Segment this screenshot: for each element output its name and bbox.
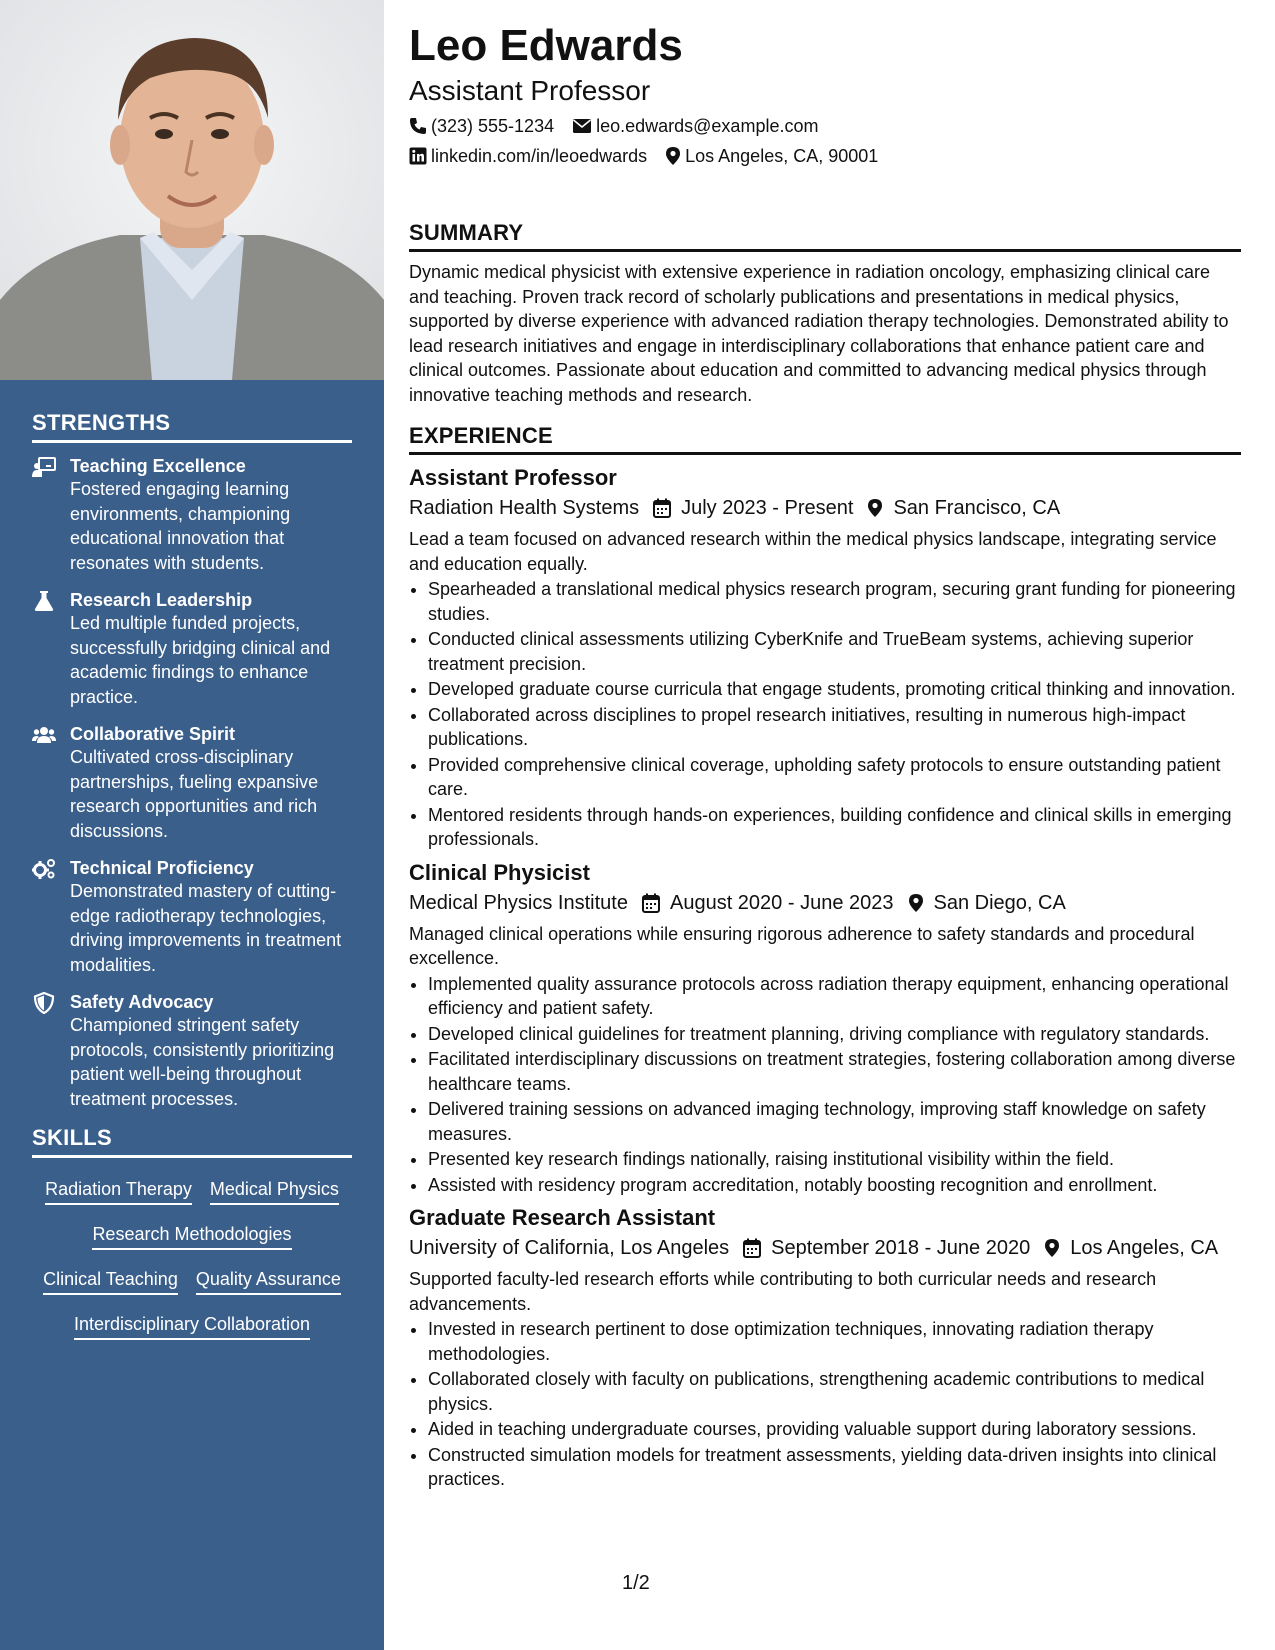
strength-item	[32, 589, 352, 709]
job-location-wrap	[1044, 1233, 1218, 1263]
job-dates: July 2023 - Present	[681, 497, 854, 519]
job-dates-wrap	[642, 888, 894, 918]
contact-email[interactable]	[572, 114, 818, 138]
job-dates-wrap	[653, 493, 853, 523]
phone-text: (323) 555-1234	[431, 116, 555, 136]
flask-icon	[32, 590, 56, 612]
job-bullet: • Facilitated interdisciplinary discussions on treatment strategies, fostering collaboration among diverse healthcare teams.	[428, 1047, 1241, 1096]
job-title: Clinical Physicist	[409, 859, 590, 885]
job-bullets	[409, 577, 1241, 852]
job-meta	[409, 888, 1241, 918]
skills-heading: SKILLS	[32, 1125, 352, 1158]
strength-title: Safety Advocacy	[70, 992, 214, 1012]
job-location: San Diego, CA	[933, 891, 1066, 914]
job-dates: September 2018 - June 2020	[771, 1237, 1031, 1259]
strength-description: Led multiple funded projects, successfully bridging clinical and academic findings to enhance practice.	[70, 613, 331, 707]
skill-tag: Interdisciplinary Collaboration	[74, 1312, 310, 1340]
job-bullet: • Conducted clinical assessments utilizing CyberKnife and TrueBeam systems, achieving superior treatment precision.	[428, 627, 1241, 676]
job-bullet: • Developed graduate course curricula that engage students, promoting critical thinking and innovation.	[428, 677, 1241, 702]
contact-row	[409, 144, 1241, 168]
job-dates: August 2020 - June 2023	[669, 891, 894, 914]
phone-icon	[409, 117, 427, 135]
job-bullet: • Invested in research pertinent to dose optimization techniques, innovating radiation therapy methodologies.	[428, 1317, 1241, 1366]
main-content	[409, 18, 1241, 1492]
job-bullet: • Collaborated closely with faculty on publications, strengthening academic contributions to medical physics.	[428, 1367, 1241, 1416]
job-location-wrap	[908, 888, 1066, 918]
map-pin-icon	[908, 893, 924, 913]
job-bullet: • Developed clinical guidelines for treatment planning, driving compliance with regulatory standards.	[428, 1022, 1241, 1047]
person-role: Assistant Professor	[409, 75, 651, 106]
job-company: Medical Physics Institute	[409, 891, 628, 914]
map-pin-icon	[867, 498, 883, 518]
gears-icon	[32, 858, 56, 880]
strength-description: Championed stringent safety protocols, consistently prioritizing patient well-being throughout treatment processes.	[70, 1015, 335, 1109]
skill-tag: Radiation Therapy	[45, 1177, 192, 1205]
job-bullet: • Aided in teaching undergraduate courses, providing valuable support during laboratory sessions.	[428, 1417, 1241, 1442]
job-dates-wrap	[743, 1233, 1030, 1263]
job-meta	[409, 1233, 1241, 1263]
job-company: Radiation Health Systems	[409, 497, 640, 519]
skills-list	[32, 1170, 352, 1350]
linkedin-icon	[409, 147, 427, 165]
job-location: San Francisco, CA	[893, 497, 1061, 519]
person-name: Leo Edwards	[409, 21, 683, 70]
job-bullet: • Provided comprehensive clinical coverage, upholding safety protocols to ensure outstanding patient care.	[428, 753, 1241, 802]
job-bullet: • Collaborated across disciplines to propel research initiatives, resulting in numerous high-impact publications.	[428, 703, 1241, 752]
contact-row	[409, 114, 1241, 138]
experience-heading: EXPERIENCE	[409, 423, 1241, 455]
strength-item	[32, 455, 352, 575]
strength-title: Research Leadership	[70, 590, 253, 610]
strength-title: Collaborative Spirit	[70, 724, 236, 744]
job-location: Los Angeles, CA	[1070, 1237, 1219, 1259]
job-description: Lead a team focused on advanced research within the medical physics landscape, integrating service and education equally.	[409, 529, 1217, 574]
page-number: 1/2	[622, 1572, 650, 1594]
teacher-icon	[32, 456, 56, 478]
contact-linkedin[interactable]	[409, 144, 647, 168]
job-description: Managed clinical operations while ensuring rigorous adherence to safety standards and procedural excellence.	[409, 923, 1195, 968]
calendar-icon	[642, 893, 660, 913]
map-pin-icon	[1044, 1238, 1060, 1258]
linkedin-text[interactable]: linkedin.com/in/leoedwards	[431, 146, 648, 166]
job-bullet: • Constructed simulation models for treatment assessments, yielding data-driven insights into clinical practices.	[428, 1443, 1241, 1492]
contact-location	[665, 144, 878, 168]
profile-photo	[0, 0, 384, 380]
strength-item	[32, 991, 352, 1111]
job-entry	[409, 463, 1241, 852]
job-bullet: • Delivered training sessions on advanced imaging technology, improving staff knowledge on safety measures.	[428, 1097, 1241, 1146]
strength-description: Fostered engaging learning environments, championing educational innovation that resonates with students.	[70, 479, 291, 573]
strength-title: Teaching Excellence	[70, 456, 246, 476]
envelope-icon	[572, 118, 592, 134]
shield-icon	[32, 992, 56, 1014]
location-text: Los Angeles, CA, 90001	[685, 146, 879, 166]
job-title: Graduate Research Assistant	[409, 1205, 716, 1230]
summary-heading: SUMMARY	[409, 220, 1241, 252]
job-location-wrap	[867, 493, 1060, 523]
strengths-heading: STRENGTHS	[32, 410, 352, 443]
strength-description: Demonstrated mastery of cutting-edge radiotherapy technologies, driving improvements in treatment modalities.	[70, 881, 342, 975]
job-bullet: • Mentored residents through hands-on experiences, building confidence and clinical skills in emerging professionals.	[428, 803, 1241, 852]
sidebar	[0, 0, 384, 1650]
contact-phone	[409, 114, 554, 138]
skill-tag: Clinical Teaching	[43, 1267, 178, 1295]
job-title: Assistant Professor	[409, 465, 617, 490]
job-entry	[409, 858, 1241, 1198]
skill-tag: Quality Assurance	[196, 1267, 341, 1295]
job-bullet: • Presented key research findings nationally, raising institutional visibility within the field.	[428, 1147, 1241, 1172]
strength-item	[32, 723, 352, 843]
job-entry	[409, 1203, 1241, 1492]
summary-text: Dynamic medical physicist with extensive experience in radiation oncology, emphasizing clinical care and teaching. Proven track record of scholarly publications and presentations in medical physics, supported by diverse experience with advanced radiation therapy technologies. Demonstrated ability to lead research initiatives and engage in interdisciplinary collaborations that enhance patient care and clinical outcomes. Passionate about education and committed to advancing medical physics through innovative teaching methods and research.	[409, 262, 1229, 405]
skill-tag: Research Methodologies	[92, 1222, 291, 1250]
map-pin-icon	[665, 146, 681, 166]
job-bullet: • Assisted with residency program accreditation, notably boosting recognition and enrollment.	[428, 1173, 1241, 1198]
email-text[interactable]: leo.edwards@example.com	[596, 116, 819, 136]
job-meta	[409, 493, 1241, 523]
job-bullet: • Spearheaded a translational medical physics research program, securing grant funding for pioneering studies.	[428, 577, 1241, 626]
strength-title: Technical Proficiency	[70, 858, 254, 878]
calendar-icon	[743, 1238, 761, 1258]
strength-item	[32, 857, 352, 977]
job-bullet: • Implemented quality assurance protocols across radiation therapy equipment, enhancing operational efficiency and patient safety.	[428, 972, 1241, 1021]
strength-description: Cultivated cross-disciplinary partnerships, fueling expansive research opportunities and rich discussions.	[70, 747, 319, 841]
job-company: University of California, Los Angeles	[409, 1237, 730, 1259]
skill-tag: Medical Physics	[210, 1177, 339, 1205]
calendar-icon	[653, 498, 671, 518]
users-icon	[32, 724, 56, 746]
job-bullets	[409, 972, 1241, 1198]
job-bullets	[409, 1317, 1241, 1492]
job-description: Supported faculty-led research efforts while contributing to both curricular needs and research advancements.	[409, 1269, 1157, 1314]
